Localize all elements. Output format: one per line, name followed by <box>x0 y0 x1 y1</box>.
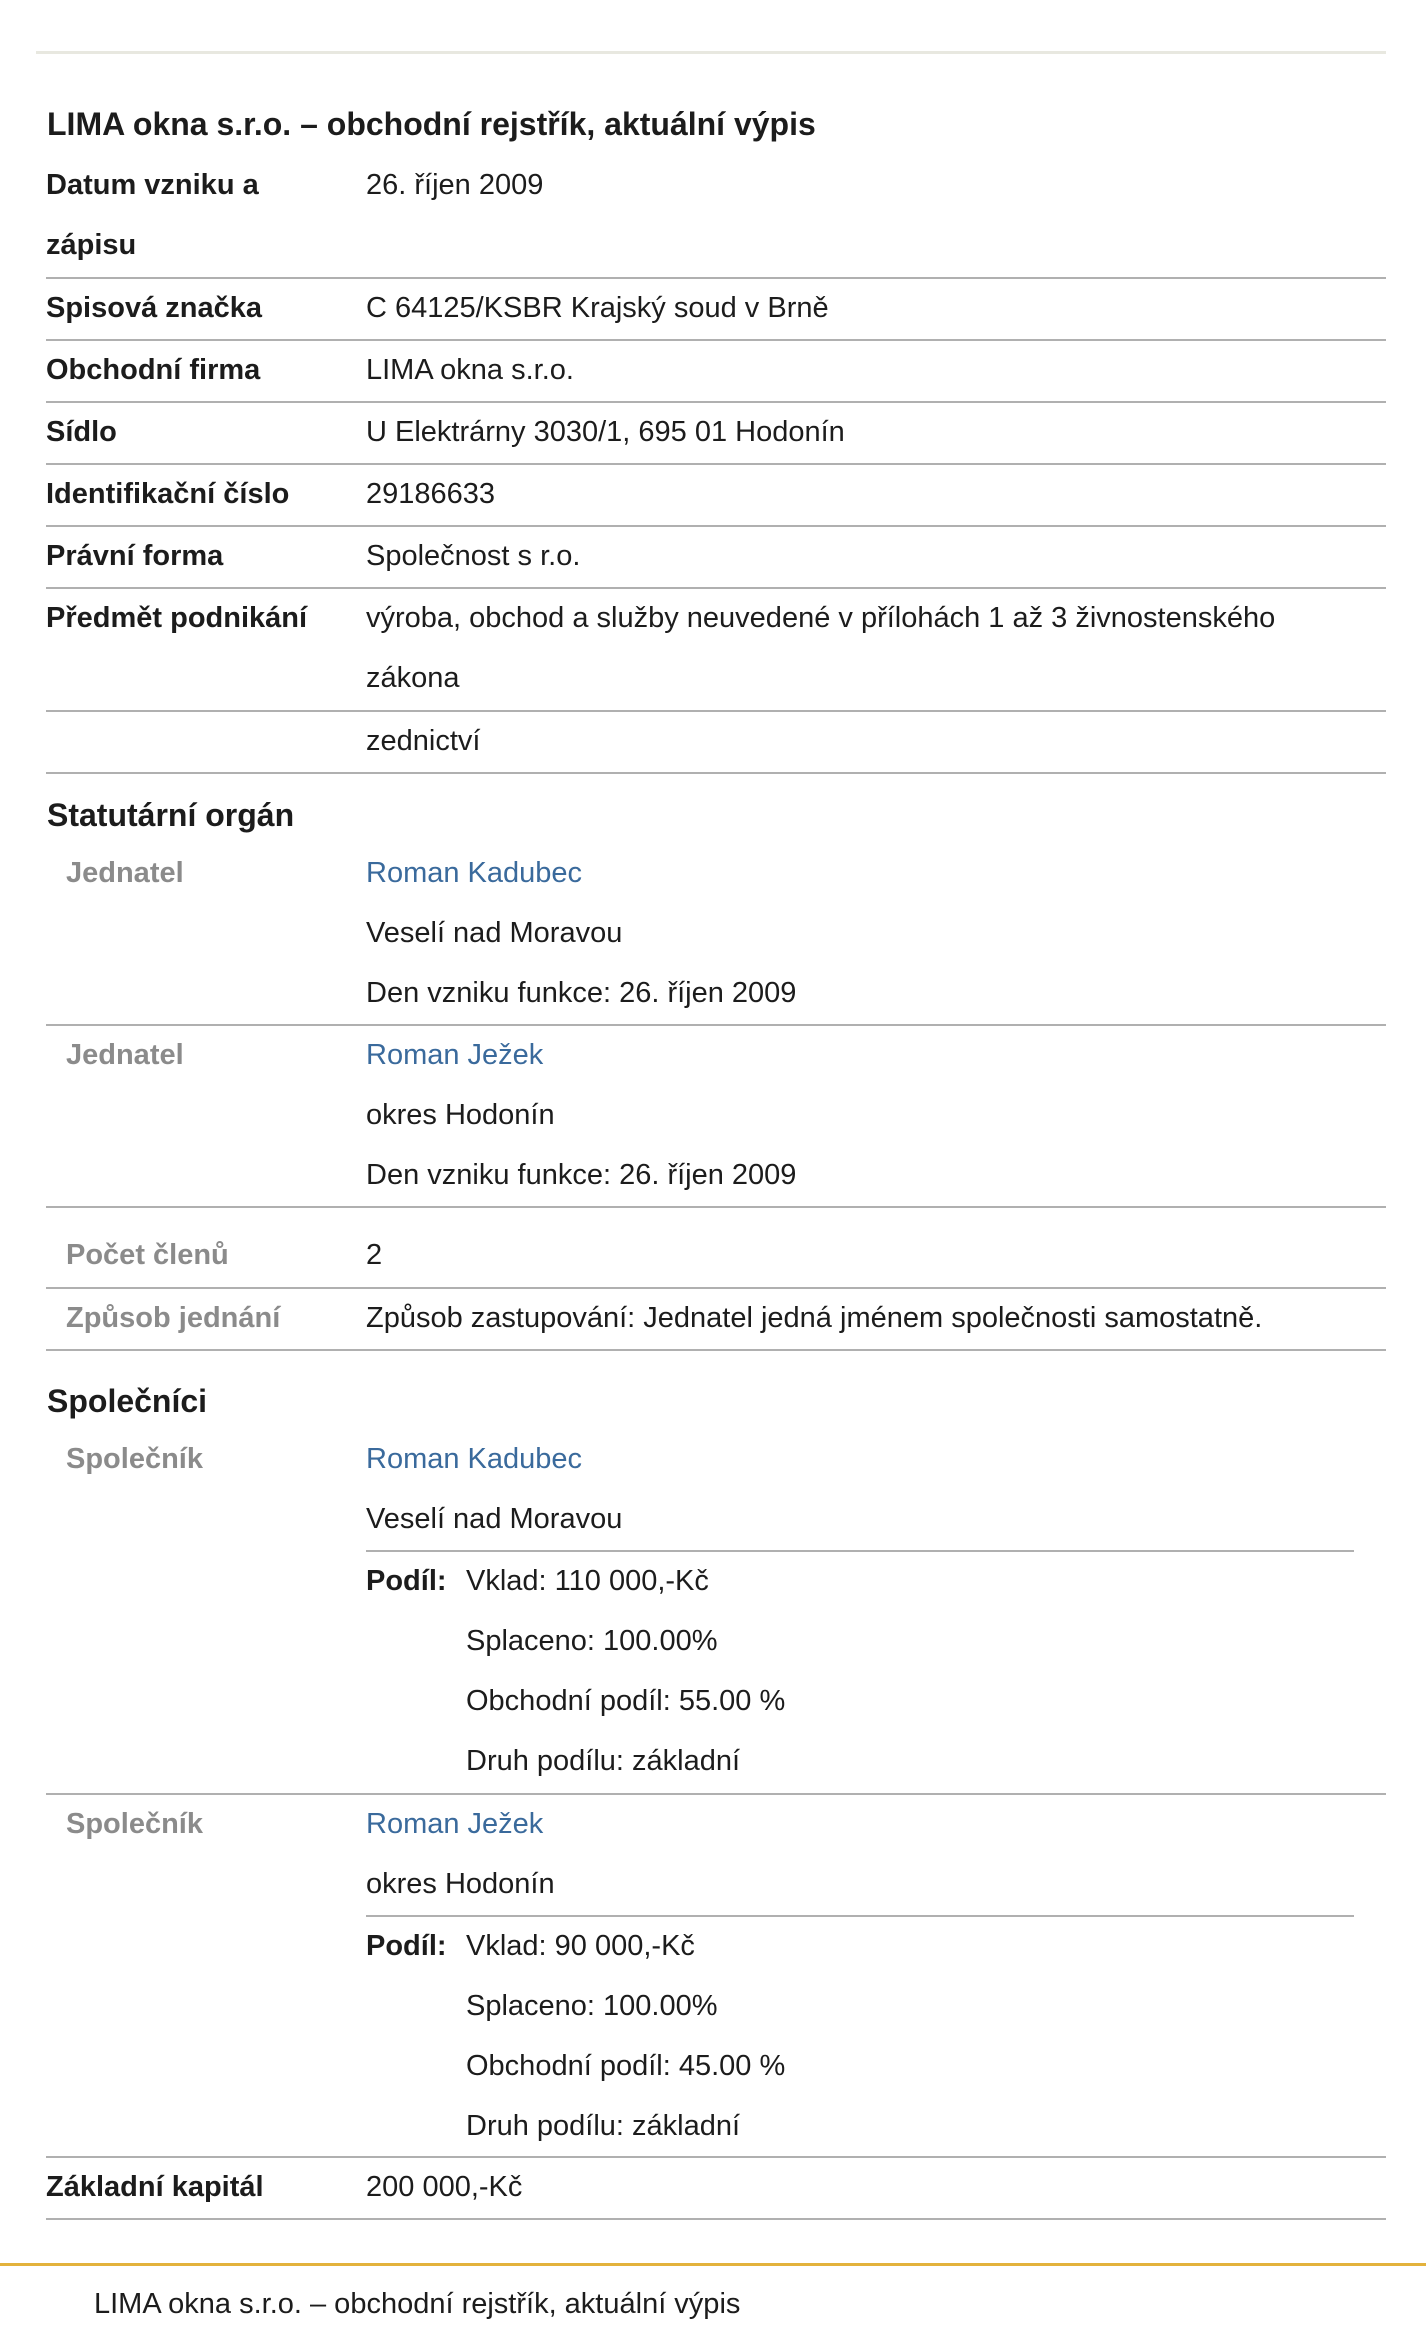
label-datum-vzniku-line2: zápisu <box>46 229 137 261</box>
row-zakladni-kapital <box>46 2157 1386 2220</box>
value-predmet-zednictvi: zednictví <box>366 725 481 757</box>
value-pravni-forma: Společnost s r.o. <box>366 540 581 572</box>
row-sidlo <box>46 402 1386 465</box>
row-jednatel-2 <box>46 1025 1386 1208</box>
spolecnik-2-vklad: Vklad: 90 000,-Kč <box>466 1930 695 1962</box>
label-datum-vzniku-line1: Datum vzniku a <box>46 169 259 201</box>
label-pravni-forma: Právní forma <box>46 540 224 572</box>
label-predmet-podnikani: Předmět podnikání <box>46 602 308 634</box>
row-pravni-forma <box>46 526 1386 589</box>
value-obchodni-firma: LIMA okna s.r.o. <box>366 354 574 386</box>
value-spolecnik-2 <box>366 1794 555 1914</box>
row-pocet-clenu <box>46 1207 1386 1289</box>
spolecnik-2-podil <box>466 1916 785 2156</box>
value-predmet-podnikani <box>366 588 1275 708</box>
value-sidlo: U Elektrárny 3030/1, 695 01 Hodonín <box>366 416 845 448</box>
row-predmet-podnikani <box>46 588 1386 712</box>
value-spolecnik-1 <box>366 1429 622 1549</box>
value-jednatel-2 <box>366 1025 796 1205</box>
label-pocet-clenu: Počet členů <box>66 1239 229 1271</box>
footer <box>0 2263 1426 2339</box>
row-identifikacni-cislo <box>46 464 1386 527</box>
jednatel-1-place: Veselí nad Moravou <box>366 917 623 949</box>
row-datum-vzniku <box>46 155 1386 279</box>
value-zpusob-jednani: Způsob zastupování: Jednatel jedná jménem společnosti samostatně. <box>366 1302 1263 1334</box>
label-zpusob-jednani: Způsob jednání <box>66 1302 281 1334</box>
label-spolecnik-1: Společník <box>66 1443 203 1475</box>
value-jednatel-1 <box>366 843 796 1023</box>
person-link-roman-kadubec[interactable]: Roman Kadubec <box>366 857 583 889</box>
value-datum-vzniku: 26. říjen 2009 <box>366 169 544 201</box>
page-title: LIMA okna s.r.o. – obchodní rejstřík, aktuální výpis <box>47 106 816 142</box>
label-spisova-znacka: Spisová značka <box>46 292 262 324</box>
footer-text: LIMA okna s.r.o. – obchodní rejstřík, aktuální výpis <box>94 2288 741 2320</box>
label-obchodni-firma: Obchodní firma <box>46 354 261 386</box>
podil-label: Podíl: <box>366 1930 447 1962</box>
value-predmet-line1: výroba, obchod a služby neuvedené v přílohách 1 až 3 živnostenského <box>366 602 1276 634</box>
section-statutarni-organ: Statutární orgán <box>47 797 295 833</box>
row-spolecnik-2 <box>46 1794 1386 2158</box>
person-link-roman-kadubec[interactable]: Roman Kadubec <box>366 1443 583 1475</box>
spolecnik-2-druh-podilu: Druh podílu: základní <box>466 2110 741 2142</box>
label-jednatel-2: Jednatel <box>66 1039 184 1071</box>
label-jednatel-1: Jednatel <box>66 857 184 889</box>
row-jednatel-1 <box>46 843 1386 1026</box>
spolecnik-1-podil <box>466 1551 785 1791</box>
spolecnik-1-splaceno: Splaceno: 100.00% <box>466 1625 718 1657</box>
row-spisova-znacka <box>46 278 1386 341</box>
value-zakladni-kapital: 200 000,-Kč <box>366 2171 523 2203</box>
spolecnik-2-place: okres Hodonín <box>366 1868 555 1900</box>
spolecnik-1-obchodni-podil: Obchodní podíl: 55.00 % <box>466 1685 786 1717</box>
jednatel-2-since: Den vzniku funkce: 26. říjen 2009 <box>366 1159 797 1191</box>
register-extract <box>36 51 1386 2203</box>
spolecnik-1-place: Veselí nad Moravou <box>366 1503 623 1535</box>
value-predmet-line2: zákona <box>366 662 460 694</box>
spolecnik-1-druh-podilu: Druh podílu: základní <box>466 1745 741 1777</box>
label-sidlo: Sídlo <box>46 416 117 448</box>
label-datum-vzniku <box>46 155 346 275</box>
value-spisova-znacka: C 64125/KSBR Krajský soud v Brně <box>366 292 829 324</box>
spolecnik-2-obchodni-podil: Obchodní podíl: 45.00 % <box>466 2050 786 2082</box>
section-spolecnici: Společníci <box>47 1383 208 1419</box>
jednatel-2-place: okres Hodonín <box>366 1099 555 1131</box>
label-identifikacni-cislo: Identifikační číslo <box>46 478 290 510</box>
row-predmet-podnikani-2 <box>46 711 1386 774</box>
row-obchodni-firma <box>46 340 1386 403</box>
row-spolecnik-1 <box>46 1429 1386 1795</box>
label-spolecnik-2: Společník <box>66 1808 203 1840</box>
row-zpusob-jednani <box>46 1288 1386 1351</box>
spolecnik-1-vklad: Vklad: 110 000,-Kč <box>466 1565 709 1597</box>
podil-label: Podíl: <box>366 1565 447 1597</box>
value-identifikacni-cislo: 29186633 <box>366 478 496 510</box>
person-link-roman-jezek[interactable]: Roman Ježek <box>366 1039 544 1071</box>
jednatel-1-since: Den vzniku funkce: 26. říjen 2009 <box>366 977 797 1009</box>
spolecnik-2-splaceno: Splaceno: 100.00% <box>466 1990 718 2022</box>
value-pocet-clenu: 2 <box>366 1239 383 1271</box>
person-link-roman-jezek[interactable]: Roman Ježek <box>366 1808 544 1840</box>
label-zakladni-kapital: Základní kapitál <box>46 2171 264 2203</box>
